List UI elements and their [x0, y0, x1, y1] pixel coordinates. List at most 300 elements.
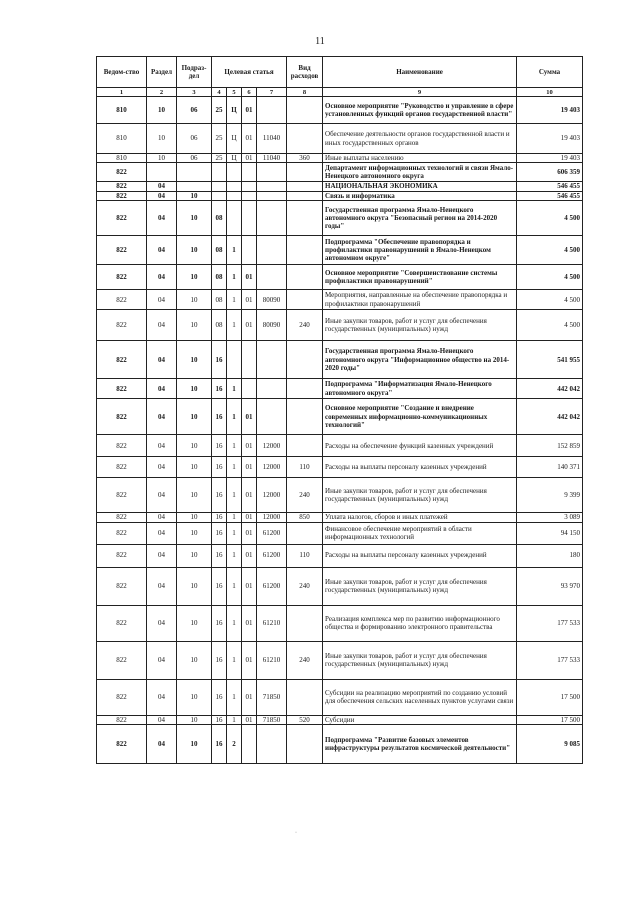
cell-name: Иные закупки товаров, работ и услуг для обеспечения государственных (муниципальных) нужд	[323, 478, 517, 513]
cell-activity	[242, 236, 257, 265]
cell-sum: 442 042	[517, 379, 583, 399]
cell-activity: 01	[242, 310, 257, 341]
cell-department: 822	[97, 605, 147, 641]
cell-expense-type	[287, 399, 323, 435]
cell-expense-type: 110	[287, 544, 323, 567]
cell-subsection: 10	[177, 191, 212, 200]
cell-sum: 541 955	[517, 341, 583, 379]
cell-program: 16	[212, 522, 227, 544]
cell-subsection: 10	[177, 265, 212, 290]
cell-department: 810	[97, 124, 147, 154]
cell-program: 25	[212, 124, 227, 154]
table-row	[97, 478, 583, 513]
cell-section: 10	[147, 124, 177, 154]
cell-department: 822	[97, 201, 147, 236]
cell-activity: 01	[242, 399, 257, 435]
cell-name: НАЦИОНАЛЬНАЯ ЭКОНОМИКА	[323, 182, 517, 191]
cell-activity	[242, 379, 257, 399]
cell-subprogram: 1	[227, 641, 242, 679]
cell-program: 16	[212, 457, 227, 478]
cell-sum: 177 533	[517, 641, 583, 679]
cell-program: 08	[212, 265, 227, 290]
cell-name: Уплата налогов, сборов и иных платежей	[323, 513, 517, 522]
cell-name: Субсидии	[323, 715, 517, 724]
table-row	[97, 236, 583, 265]
cell-sum: 93 970	[517, 567, 583, 605]
cell-section: 04	[147, 341, 177, 379]
cell-direction	[257, 379, 287, 399]
cell-department: 810	[97, 97, 147, 124]
cell-name: Иные закупки товаров, работ и услуг для обеспечения государственных (муниципальных) нужд	[323, 567, 517, 605]
cell-activity: 01	[242, 97, 257, 124]
cell-subprogram: 1	[227, 679, 242, 715]
header-department: Ведом-ство	[97, 57, 147, 88]
cell-subprogram: 1	[227, 522, 242, 544]
cell-expense-type: 240	[287, 641, 323, 679]
cell-expense-type: 240	[287, 310, 323, 341]
cell-subprogram: Ц	[227, 154, 242, 163]
header-sum: Сумма	[517, 57, 583, 88]
cell-program: 25	[212, 154, 227, 163]
cell-sum: 546 455	[517, 191, 583, 200]
cell-name: Иные закупки товаров, работ и услуг для обеспечения государственных (муниципальных) нужд	[323, 641, 517, 679]
cell-subprogram	[227, 163, 242, 182]
cell-direction	[257, 191, 287, 200]
cell-department: 810	[97, 154, 147, 163]
cell-name: Подпрограмма "Обеспечение правопорядка и профилактики правонарушений в Ямало-Ненецком автономном округе"	[323, 236, 517, 265]
cell-direction	[257, 341, 287, 379]
cell-department: 822	[97, 236, 147, 265]
cell-section: 04	[147, 191, 177, 200]
cell-expense-type	[287, 725, 323, 764]
table-row	[97, 725, 583, 764]
cell-subprogram: 1	[227, 290, 242, 310]
cell-sum: 4 500	[517, 201, 583, 236]
cell-expense-type	[287, 97, 323, 124]
cell-program	[212, 182, 227, 191]
cell-direction	[257, 163, 287, 182]
cell-subprogram: 1	[227, 399, 242, 435]
cell-department: 822	[97, 457, 147, 478]
cell-activity: 01	[242, 605, 257, 641]
cell-section: 04	[147, 201, 177, 236]
cell-direction: 61200	[257, 544, 287, 567]
cell-program: 16	[212, 341, 227, 379]
cell-program: 16	[212, 435, 227, 457]
cell-expense-type	[287, 605, 323, 641]
header-target-article: Целевая статья	[212, 57, 287, 88]
cell-name: Основное мероприятие "Создание и внедрение современных информационно-коммуникационных технологий"	[323, 399, 517, 435]
cell-program	[212, 163, 227, 182]
cell-name: Субсидии на реализацию мероприятий по созданию условий для обеспечения сельских населенных пунктов услугами связи	[323, 679, 517, 715]
cell-program: 16	[212, 679, 227, 715]
cell-department: 822	[97, 310, 147, 341]
cell-activity	[242, 191, 257, 200]
cell-sum: 4 500	[517, 236, 583, 265]
cell-section	[147, 163, 177, 182]
cell-department: 822	[97, 435, 147, 457]
cell-section: 04	[147, 513, 177, 522]
cell-section: 04	[147, 544, 177, 567]
cell-department: 822	[97, 290, 147, 310]
cell-direction: 12000	[257, 435, 287, 457]
cell-activity: 01	[242, 478, 257, 513]
cell-expense-type	[287, 265, 323, 290]
cell-name: Финансовое обеспечение мероприятий в области информационных технологий	[323, 522, 517, 544]
cell-activity	[242, 201, 257, 236]
page-number: 11	[315, 36, 325, 47]
cell-expense-type	[287, 124, 323, 154]
cell-subprogram: 1	[227, 457, 242, 478]
table-row	[97, 191, 583, 200]
cell-sum: 17 500	[517, 679, 583, 715]
cell-direction	[257, 399, 287, 435]
cell-name: Основное мероприятие "Руководство и управление в сфере установленных функций органов государственной власти"	[323, 97, 517, 124]
cell-sum: 19 403	[517, 97, 583, 124]
cell-department: 822	[97, 544, 147, 567]
cell-program: 25	[212, 97, 227, 124]
cell-expense-type: 110	[287, 457, 323, 478]
cell-sum: 152 859	[517, 435, 583, 457]
cell-section: 04	[147, 310, 177, 341]
cell-subsection: 10	[177, 379, 212, 399]
table-row	[97, 457, 583, 478]
cell-department: 822	[97, 567, 147, 605]
header-section: Раздел	[147, 57, 177, 88]
cell-program: 08	[212, 236, 227, 265]
cell-subprogram: 1	[227, 310, 242, 341]
cell-sum: 4 500	[517, 265, 583, 290]
cell-section: 04	[147, 605, 177, 641]
cell-activity: 01	[242, 124, 257, 154]
cell-direction: 71850	[257, 679, 287, 715]
column-number: 6	[242, 88, 257, 97]
cell-subsection: 06	[177, 154, 212, 163]
cell-subsection: 10	[177, 457, 212, 478]
cell-subprogram: Ц	[227, 97, 242, 124]
cell-expense-type	[287, 182, 323, 191]
cell-direction: 61200	[257, 522, 287, 544]
cell-department: 822	[97, 182, 147, 191]
cell-name: Мероприятия, направленные на обеспечение правопорядка и профилактики правонарушений	[323, 290, 517, 310]
cell-direction: 12000	[257, 457, 287, 478]
cell-subsection: 10	[177, 201, 212, 236]
header-row	[97, 57, 583, 88]
cell-activity	[242, 182, 257, 191]
cell-department: 822	[97, 679, 147, 715]
cell-expense-type: 520	[287, 715, 323, 724]
cell-section: 04	[147, 182, 177, 191]
table-row	[97, 522, 583, 544]
cell-section: 04	[147, 715, 177, 724]
cell-subsection: 10	[177, 567, 212, 605]
cell-sum: 546 455	[517, 182, 583, 191]
cell-sum: 4 500	[517, 290, 583, 310]
cell-section: 04	[147, 522, 177, 544]
cell-subsection: 10	[177, 478, 212, 513]
cell-name: Связь и информатика	[323, 191, 517, 200]
cell-subprogram: 1	[227, 478, 242, 513]
cell-expense-type: 850	[287, 513, 323, 522]
column-number: 10	[517, 88, 583, 97]
cell-program: 16	[212, 725, 227, 764]
cell-section: 04	[147, 641, 177, 679]
budget-table	[96, 56, 583, 764]
cell-program: 16	[212, 641, 227, 679]
cell-section: 04	[147, 379, 177, 399]
table-row	[97, 513, 583, 522]
cell-direction	[257, 182, 287, 191]
column-number: 2	[147, 88, 177, 97]
cell-activity: 01	[242, 457, 257, 478]
cell-section: 10	[147, 97, 177, 124]
table-row	[97, 567, 583, 605]
cell-program: 08	[212, 201, 227, 236]
cell-program: 16	[212, 605, 227, 641]
cell-section: 04	[147, 679, 177, 715]
cell-expense-type	[287, 163, 323, 182]
scan-mark: ·	[295, 830, 297, 836]
cell-subprogram: 1	[227, 715, 242, 724]
table-body	[97, 97, 583, 764]
cell-name: Реализация комплекса мер по развитию информационного общества и формированию электронного правительства	[323, 605, 517, 641]
cell-subsection: 10	[177, 522, 212, 544]
cell-subprogram: 2	[227, 725, 242, 764]
table-row	[97, 679, 583, 715]
cell-subprogram	[227, 191, 242, 200]
cell-subsection: 10	[177, 544, 212, 567]
cell-section: 04	[147, 399, 177, 435]
table-row	[97, 544, 583, 567]
cell-subsection: 10	[177, 513, 212, 522]
table-row	[97, 163, 583, 182]
cell-expense-type	[287, 679, 323, 715]
cell-sum: 140 371	[517, 457, 583, 478]
cell-subprogram: 1	[227, 513, 242, 522]
cell-activity	[242, 163, 257, 182]
header-name: Наименование	[323, 57, 517, 88]
table-row	[97, 290, 583, 310]
table-row	[97, 182, 583, 191]
cell-direction: 61210	[257, 605, 287, 641]
table-row	[97, 379, 583, 399]
cell-expense-type	[287, 290, 323, 310]
cell-expense-type	[287, 236, 323, 265]
table-row	[97, 97, 583, 124]
cell-department: 822	[97, 265, 147, 290]
cell-subprogram: 1	[227, 567, 242, 605]
cell-department: 822	[97, 715, 147, 724]
table-row	[97, 715, 583, 724]
cell-expense-type	[287, 522, 323, 544]
cell-section: 04	[147, 265, 177, 290]
column-number: 8	[287, 88, 323, 97]
cell-name: Основное мероприятие "Совершенствование системы профилактики правонарушений"	[323, 265, 517, 290]
cell-direction: 61200	[257, 567, 287, 605]
cell-section: 04	[147, 567, 177, 605]
cell-sum: 94 150	[517, 522, 583, 544]
table-row	[97, 641, 583, 679]
cell-department: 822	[97, 641, 147, 679]
header-expense-type: Вид расходов	[287, 57, 323, 88]
table-row	[97, 310, 583, 341]
cell-subsection: 06	[177, 97, 212, 124]
cell-section: 04	[147, 478, 177, 513]
cell-name: Иные закупки товаров, работ и услуг для обеспечения государственных (муниципальных) нужд	[323, 310, 517, 341]
cell-subsection: 10	[177, 341, 212, 379]
cell-name: Расходы на выплаты персоналу казенных учреждений	[323, 544, 517, 567]
cell-subsection: 10	[177, 399, 212, 435]
cell-direction	[257, 265, 287, 290]
table-row	[97, 265, 583, 290]
column-number: 3	[177, 88, 212, 97]
cell-sum: 17 500	[517, 715, 583, 724]
cell-program	[212, 191, 227, 200]
column-number: 7	[257, 88, 287, 97]
cell-subsection: 10	[177, 679, 212, 715]
cell-department: 822	[97, 522, 147, 544]
table-row	[97, 605, 583, 641]
table-row	[97, 341, 583, 379]
cell-direction	[257, 201, 287, 236]
cell-direction: 80090	[257, 290, 287, 310]
cell-section: 04	[147, 435, 177, 457]
cell-program: 16	[212, 567, 227, 605]
cell-subprogram: 1	[227, 265, 242, 290]
cell-expense-type: 240	[287, 478, 323, 513]
cell-department: 822	[97, 399, 147, 435]
cell-sum: 3 089	[517, 513, 583, 522]
column-number-row	[97, 88, 583, 97]
cell-department: 822	[97, 163, 147, 182]
cell-activity	[242, 725, 257, 764]
table-row	[97, 399, 583, 435]
header-subsection: Подраз-дел	[177, 57, 212, 88]
cell-activity: 01	[242, 290, 257, 310]
cell-subsection: 10	[177, 310, 212, 341]
cell-activity	[242, 341, 257, 379]
table-row	[97, 124, 583, 154]
cell-direction: 80090	[257, 310, 287, 341]
cell-direction: 11040	[257, 154, 287, 163]
cell-subsection: 10	[177, 715, 212, 724]
table-row	[97, 154, 583, 163]
cell-direction: 11040	[257, 124, 287, 154]
cell-subprogram: 1	[227, 544, 242, 567]
cell-expense-type	[287, 191, 323, 200]
cell-direction: 61210	[257, 641, 287, 679]
cell-sum: 9 085	[517, 725, 583, 764]
cell-subsection: 10	[177, 605, 212, 641]
cell-section: 04	[147, 725, 177, 764]
cell-activity: 01	[242, 513, 257, 522]
table-row	[97, 435, 583, 457]
cell-program: 16	[212, 513, 227, 522]
cell-expense-type	[287, 435, 323, 457]
cell-name: Государственная программа Ямало-Ненецкого автономного округа "Информационное общество на 2014-2020 годы"	[323, 341, 517, 379]
cell-sum: 606 359	[517, 163, 583, 182]
cell-activity: 01	[242, 265, 257, 290]
cell-program: 16	[212, 379, 227, 399]
cell-name: Подпрограмма "Информатизация Ямало-Ненецкого автономного округа"	[323, 379, 517, 399]
cell-sum: 19 403	[517, 124, 583, 154]
cell-subsection: 10	[177, 725, 212, 764]
cell-sum: 177 533	[517, 605, 583, 641]
cell-name: Расходы на обеспечение функций казенных учреждений	[323, 435, 517, 457]
cell-section: 04	[147, 236, 177, 265]
cell-sum: 19 403	[517, 154, 583, 163]
cell-program: 16	[212, 399, 227, 435]
cell-section: 04	[147, 457, 177, 478]
table-row	[97, 201, 583, 236]
cell-program: 08	[212, 290, 227, 310]
cell-name: Департамент информационных технологий и связи Ямало-Ненецкого автономного округа	[323, 163, 517, 182]
cell-subsection: 10	[177, 290, 212, 310]
cell-name: Обеспечение деятельности органов государственной власти и иных государственных органов	[323, 124, 517, 154]
cell-direction	[257, 236, 287, 265]
cell-subprogram	[227, 341, 242, 379]
cell-subprogram: Ц	[227, 124, 242, 154]
cell-name: Расходы на выплаты персоналу казенных учреждений	[323, 457, 517, 478]
cell-activity: 01	[242, 567, 257, 605]
cell-subprogram: 1	[227, 236, 242, 265]
cell-activity: 01	[242, 641, 257, 679]
cell-activity: 01	[242, 544, 257, 567]
cell-subprogram	[227, 201, 242, 236]
cell-section: 04	[147, 290, 177, 310]
cell-direction	[257, 725, 287, 764]
cell-sum: 4 500	[517, 310, 583, 341]
cell-program: 16	[212, 478, 227, 513]
cell-activity: 01	[242, 679, 257, 715]
cell-name: Государственная программа Ямало-Ненецкого автономного округа "Безопасный регион на 2014-2020 годы"	[323, 201, 517, 236]
cell-department: 822	[97, 478, 147, 513]
cell-name: Подпрограмма "Развитие базовых элементов инфраструктуры результатов космической деятельности"	[323, 725, 517, 764]
cell-expense-type	[287, 341, 323, 379]
column-number: 5	[227, 88, 242, 97]
cell-sum: 442 042	[517, 399, 583, 435]
cell-subprogram: 1	[227, 379, 242, 399]
cell-subsection	[177, 163, 212, 182]
cell-department: 822	[97, 379, 147, 399]
cell-activity: 01	[242, 435, 257, 457]
cell-department: 822	[97, 513, 147, 522]
cell-department: 822	[97, 341, 147, 379]
cell-sum: 180	[517, 544, 583, 567]
cell-department: 822	[97, 725, 147, 764]
column-number: 1	[97, 88, 147, 97]
cell-expense-type: 240	[287, 567, 323, 605]
column-number: 9	[323, 88, 517, 97]
cell-expense-type	[287, 201, 323, 236]
cell-subsection: 10	[177, 641, 212, 679]
cell-subsection	[177, 182, 212, 191]
cell-section: 10	[147, 154, 177, 163]
cell-activity: 01	[242, 522, 257, 544]
cell-expense-type	[287, 379, 323, 399]
cell-direction	[257, 97, 287, 124]
cell-subprogram: 1	[227, 435, 242, 457]
column-number: 4	[212, 88, 227, 97]
cell-program: 08	[212, 310, 227, 341]
cell-direction: 12000	[257, 478, 287, 513]
cell-department: 822	[97, 191, 147, 200]
cell-direction: 12000	[257, 513, 287, 522]
cell-subsection: 10	[177, 435, 212, 457]
cell-program: 16	[212, 544, 227, 567]
cell-expense-type: 360	[287, 154, 323, 163]
cell-activity: 01	[242, 715, 257, 724]
